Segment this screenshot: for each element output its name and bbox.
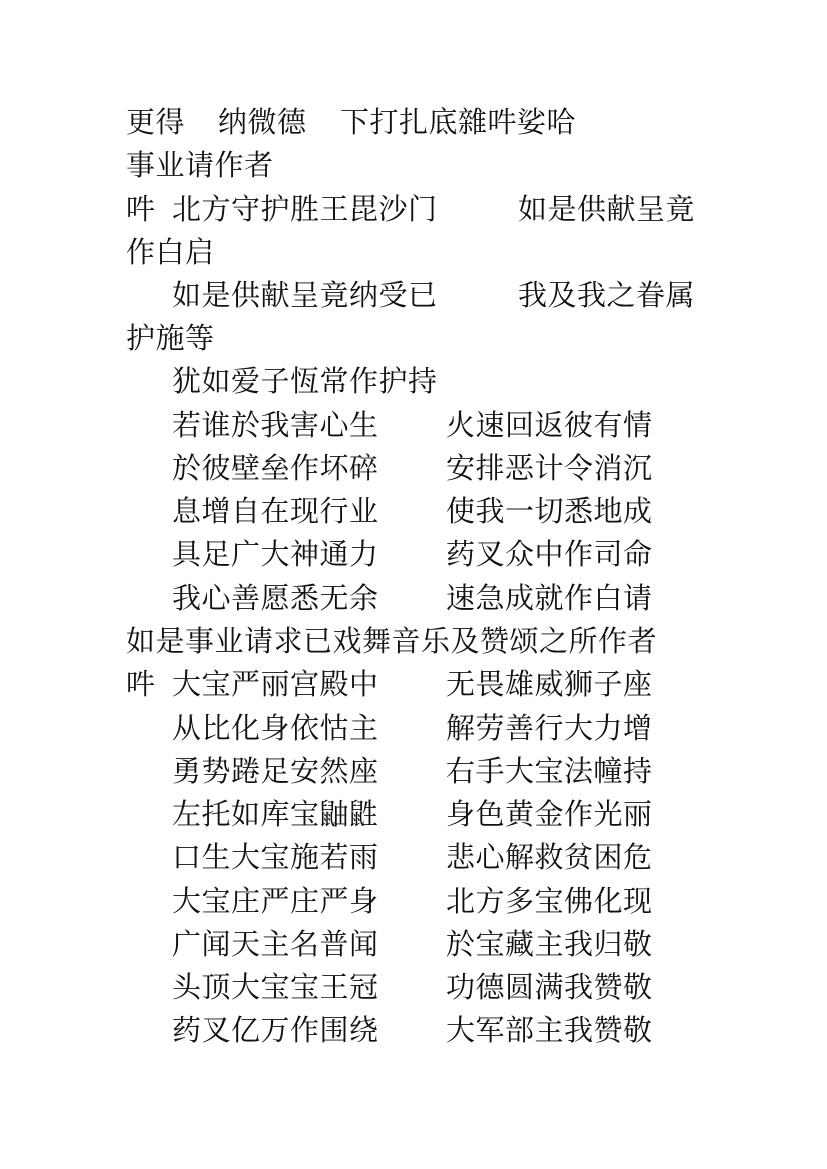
text-line: 下打扎底雜吽娑哈	[340, 105, 577, 139]
text-line: 如是事业请求已戏舞音乐及赞颂之所作者	[126, 624, 658, 658]
text-line: 息增自在现行业	[172, 494, 379, 528]
text-line: 悲心解救贫困危	[446, 840, 653, 874]
text-line: 广闻天主名普闻	[172, 927, 379, 961]
text-line: 大军部主我赞敬	[446, 1013, 653, 1047]
text-line: 具足广大神通力	[172, 537, 379, 571]
text-line: 火速回返彼有情	[446, 408, 653, 442]
text-line: 如是供献呈竟纳受已	[172, 278, 438, 312]
text-line: 於宝藏主我归敬	[446, 927, 653, 961]
text-line: 解劳善行大力增	[446, 711, 653, 745]
text-line: 右手大宝法幢持	[446, 754, 653, 788]
text-line: 使我一切悉地成	[446, 494, 653, 528]
text-line: 我及我之眷属	[518, 278, 696, 312]
verse-prefix: 吽	[126, 667, 156, 701]
text-line: 安排恶计令消沉	[446, 451, 653, 485]
text-line: 药叉众中作司命	[446, 537, 653, 571]
text-line: 大宝庄严庄严身	[172, 884, 379, 918]
text-line: 大宝严丽宫殿中	[172, 667, 379, 701]
text-line: 作白启	[126, 235, 215, 269]
text-line: 功德圆满我赞敬	[446, 970, 653, 1004]
text-line: 口生大宝施若雨	[172, 840, 379, 874]
text-line: 更得	[126, 105, 186, 139]
text-line: 从比化身依怙主	[172, 711, 379, 745]
text-line: 北方守护胜王毘沙门	[172, 192, 438, 226]
text-line: 药叉亿万作围绕	[172, 1013, 379, 1047]
text-line: 若谁於我害心生	[172, 408, 379, 442]
verse-prefix: 吽	[126, 192, 156, 226]
text-line: 身色黄金作光丽	[446, 797, 653, 831]
text-line: 犹如爱子恆常作护持	[172, 364, 438, 398]
text-line: 於彼壁垒作坏碎	[172, 451, 379, 485]
text-line: 纳微德	[218, 105, 307, 139]
text-line: 无畏雄威狮子座	[446, 667, 653, 701]
text-line: 事业请作者	[126, 148, 274, 182]
text-line: 北方多宝佛化现	[446, 884, 653, 918]
text-line: 头顶大宝宝王冠	[172, 970, 379, 1004]
text-line: 勇势踡足安然座	[172, 754, 379, 788]
text-line: 护施等	[126, 321, 215, 355]
text-line: 如是供献呈竟	[518, 192, 696, 226]
text-line: 速急成就作白请	[446, 581, 653, 615]
text-line: 左托如库宝鼬鼪	[172, 797, 379, 831]
text-line: 我心善愿悉无余	[172, 581, 379, 615]
